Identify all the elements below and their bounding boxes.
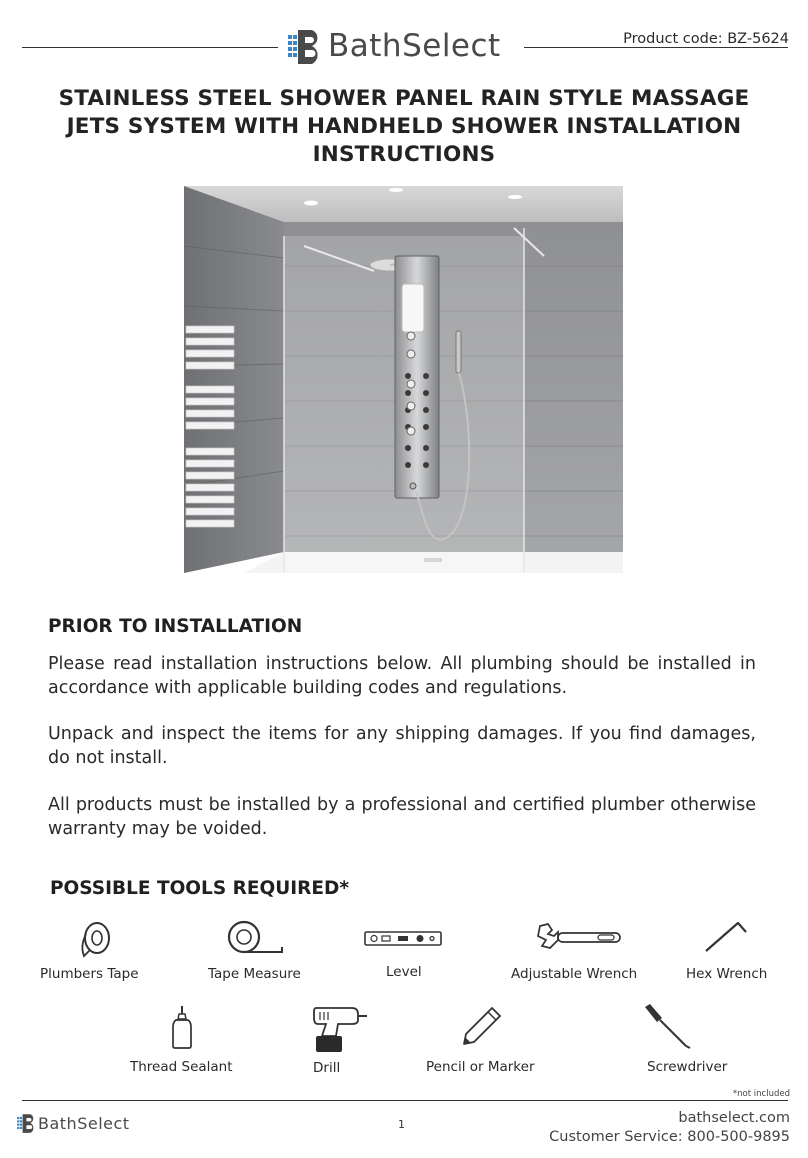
thread-sealant-icon — [170, 1004, 194, 1050]
customer-service-phone: Customer Service: 800-500-9895 — [549, 1129, 790, 1145]
tool-label-pencil-or-marker: Pencil or Marker — [426, 1059, 535, 1075]
tool-label-thread-sealant: Thread Sealant — [130, 1059, 233, 1075]
drill-icon — [312, 1004, 368, 1056]
prior-text-2: Unpack and inspect the items for any shipping damages. If you find damages, do not install. — [48, 724, 756, 768]
tools-heading: POSSIBLE TOOLS REQUIRED* — [50, 878, 350, 899]
website-link[interactable]: bathselect.com — [678, 1110, 790, 1126]
product-code: Product code: BZ-5624 — [623, 31, 789, 47]
level-icon — [364, 930, 442, 948]
screwdriver-icon — [642, 1002, 692, 1050]
tool-label-tape-measure: Tape Measure — [208, 966, 301, 982]
adjustable-wrench-icon — [536, 922, 622, 952]
tool-label-plumbers-tape: Plumbers Tape — [40, 966, 139, 982]
bathselect-footer-logo-icon — [16, 1112, 38, 1134]
title-line-2: JETS SYSTEM WITH HANDHELD SHOWER INSTALLATION — [66, 114, 742, 139]
prior-paragraph-1 — [48, 652, 756, 700]
brand-logo — [286, 26, 501, 66]
prior-paragraph-3 — [48, 793, 756, 841]
tool-label-level: Level — [386, 964, 422, 980]
bathselect-logo-icon — [286, 26, 326, 66]
tool-label-drill: Drill — [313, 1060, 341, 1076]
footer-rule — [22, 1100, 788, 1101]
pencil-icon — [462, 1006, 502, 1046]
header-rule-left — [22, 47, 278, 48]
page-number: 1 — [398, 1118, 405, 1131]
tape-measure-icon — [224, 920, 286, 956]
header-rule-right — [524, 47, 788, 48]
shower-panel-illustration — [184, 186, 623, 573]
product-photo — [184, 186, 623, 573]
prior-text-3: All products must be installed by a professional and certified plumber otherwise warranty may be voided. — [48, 795, 756, 839]
footer-brand-logo — [16, 1112, 130, 1134]
hex-wrench-icon — [704, 920, 748, 954]
tool-label-adjustable-wrench: Adjustable Wrench — [511, 966, 638, 982]
prior-paragraph-2 — [48, 722, 756, 770]
tool-label-hex-wrench: Hex Wrench — [686, 966, 768, 982]
prior-text-1: Please read installation instructions below. All plumbing should be installed in accordance with applicable building codes and regulations. — [48, 654, 756, 698]
page-title — [20, 85, 788, 169]
title-line-3: INSTRUCTIONS — [312, 142, 496, 167]
plumbers-tape-icon — [78, 920, 112, 960]
not-included-note: *not included — [732, 1089, 790, 1099]
brand-name: BathSelect — [328, 28, 501, 64]
tool-label-screwdriver: Screwdriver — [647, 1059, 728, 1075]
footer-brand-name: BathSelect — [38, 1113, 130, 1133]
prior-heading: PRIOR TO INSTALLATION — [48, 616, 303, 637]
title-line-1: STAINLESS STEEL SHOWER PANEL RAIN STYLE MASSAGE — [58, 86, 750, 111]
